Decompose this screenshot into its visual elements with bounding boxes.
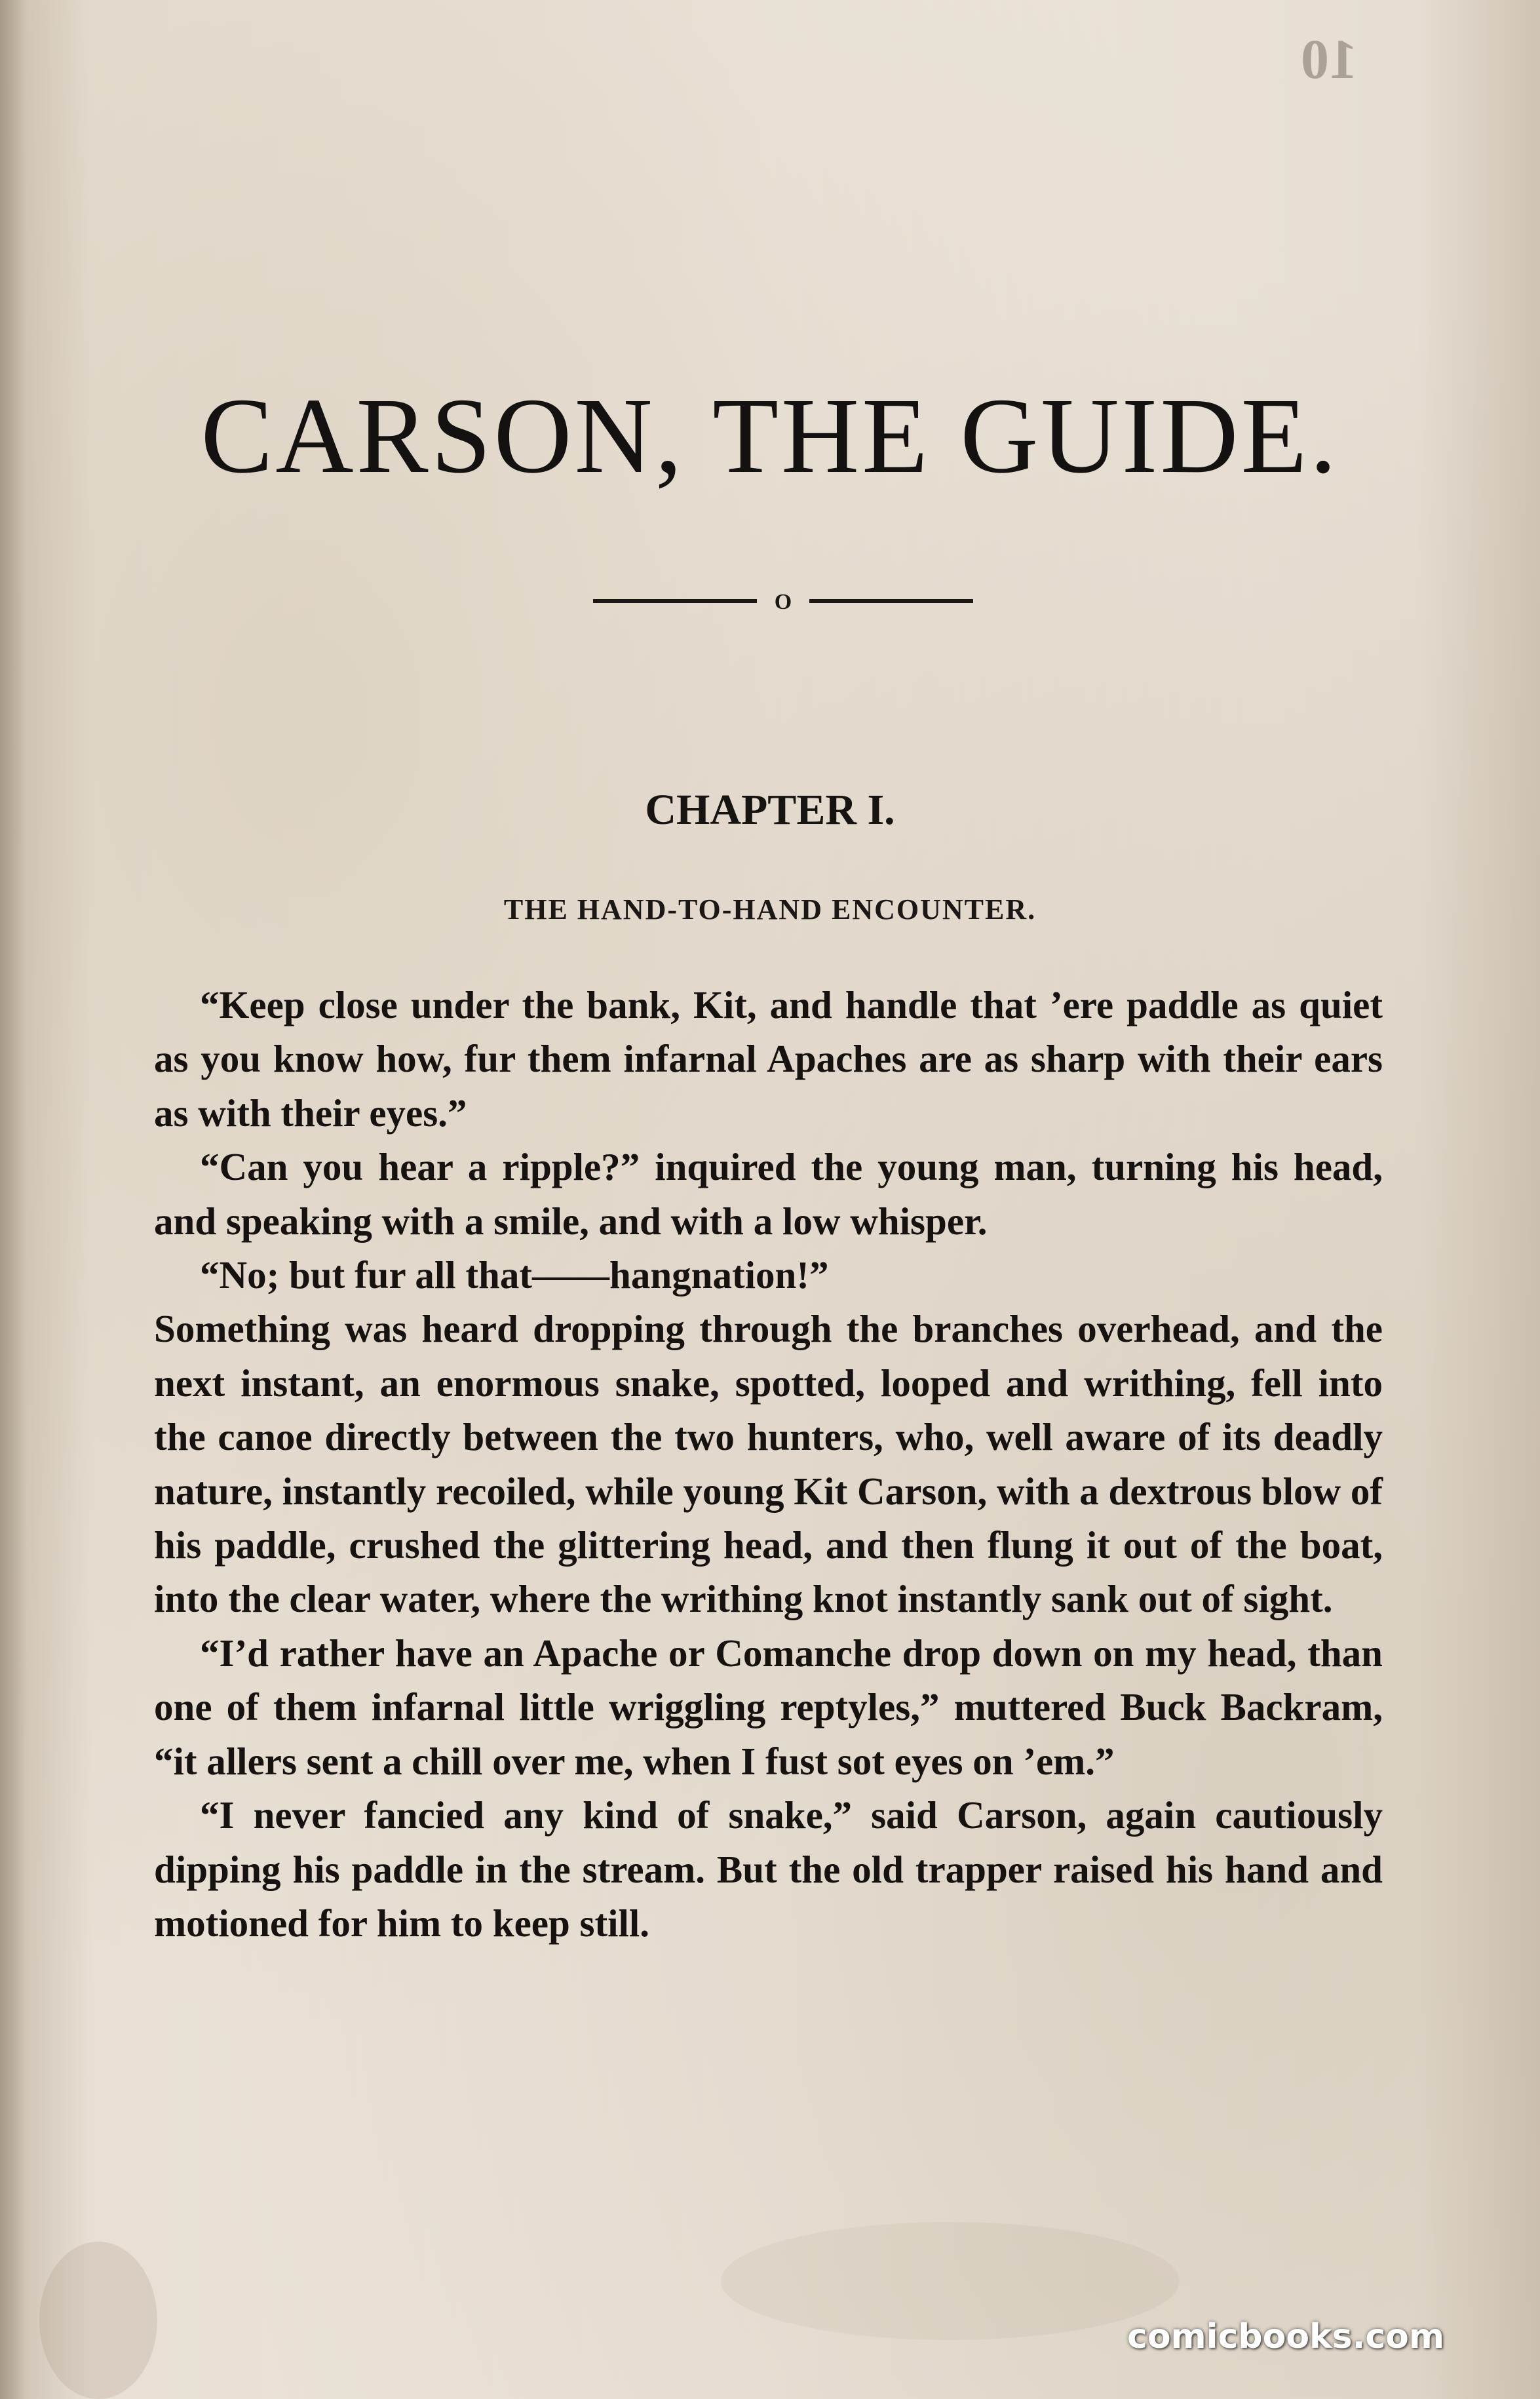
- paragraph: Something was heard dropping through the branches overhead, and the next instant, an enormous snake, spotted, looped and writhing, fell into the canoe directly between the two hunters, who, well aware of its deadly nature, instantly recoiled, while young Kit Carson, with a dextrous blow of his paddle, crushed the glittering head, and then flung it out of the boat, into the clear water, where the writhing knot instantly sank out of sight.: [154, 1307, 1383, 1621]
- divider-line-left: [593, 599, 757, 603]
- divider-line-right: [809, 599, 973, 603]
- paragraph: “Keep close under the bank, Kit, and handle that ’ere paddle as quiet as you know how, fur them infarnal Apaches are as sharp with their ears as with their eyes.”: [154, 983, 1383, 1135]
- paragraph: “I never fancied any kind of snake,” said Carson, again cautiously dipping his paddle in the stream. But the old trapper raised his hand and motioned for him to keep still.: [154, 1793, 1383, 1945]
- page-number: 10: [1301, 28, 1357, 90]
- paragraph: “I’d rather have an Apache or Comanche drop down on my head, than one of them infarnal little wriggling reptyles,” muttered Buck Backram, “it allers sent a chill over me, when I fust sot eyes on ’em.”: [154, 1631, 1383, 1783]
- site-watermark: comicbooks.com: [1127, 2317, 1445, 2356]
- paper-stain: [721, 2222, 1180, 2340]
- title-divider: [593, 589, 973, 615]
- chapter-subtitle: THE HAND-TO-HAND ENCOUNTER.: [503, 893, 1037, 926]
- book-title: CARSON, THE GUIDE.: [201, 376, 1339, 496]
- paragraph: “Can you hear a ripple?” inquired the young man, turning his head, and speaking with a smile, and with a low whisper.: [154, 1145, 1383, 1243]
- chapter-body: [154, 978, 1383, 1950]
- paragraph: “No; but fur all that——hangnation!”: [200, 1253, 829, 1297]
- divider-ornament: O: [774, 590, 792, 614]
- paper-stain: [39, 2242, 157, 2399]
- page-left-edge: [0, 0, 26, 2399]
- chapter-heading: CHAPTER I.: [645, 786, 895, 834]
